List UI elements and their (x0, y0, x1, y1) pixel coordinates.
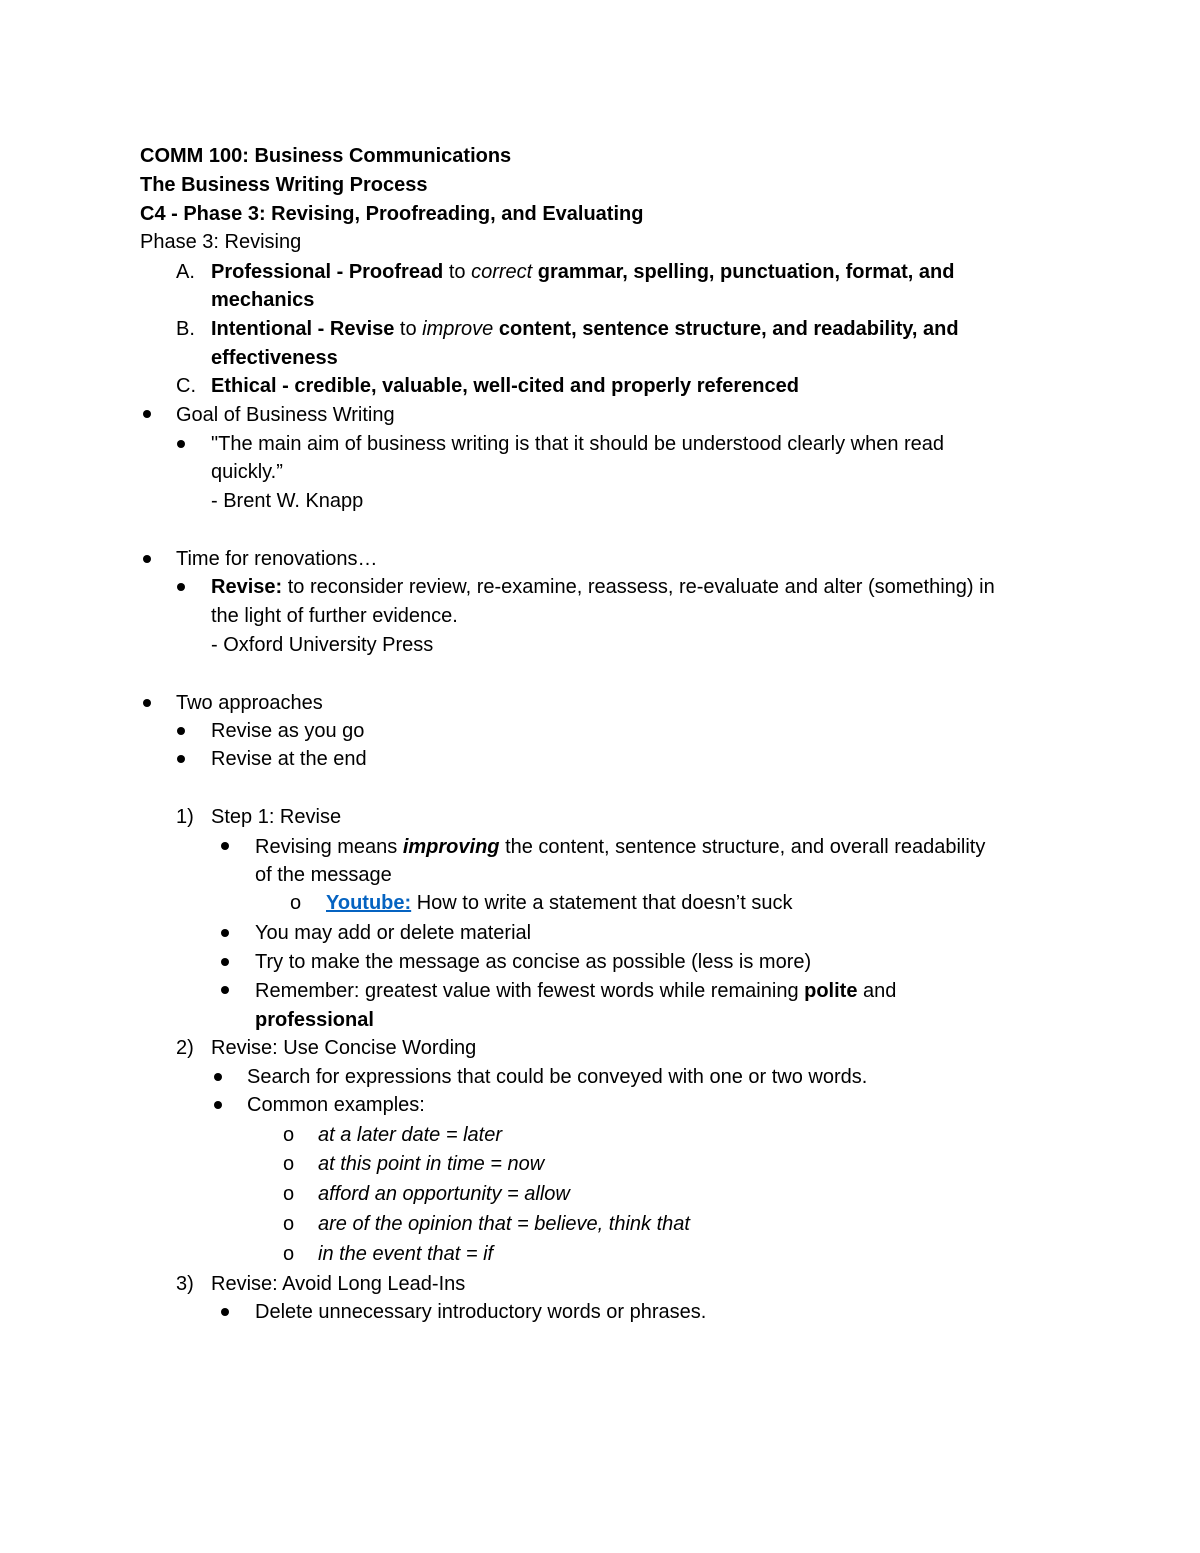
example-item: afford an opportunity = allow (318, 1183, 570, 1205)
topic-title: The Business Writing Process (140, 174, 428, 196)
bullet-icon (143, 699, 151, 707)
goal-attribution: - Brent W. Knapp (211, 490, 364, 512)
approaches-heading: Two approaches (176, 692, 323, 714)
bullet-icon (214, 1073, 222, 1081)
step-2-bullet: Search for expressions that could be conveyed with one or two words. (247, 1066, 868, 1088)
renovations-heading: Time for renovations… (176, 548, 378, 570)
sub-bullet-icon: o (283, 1213, 295, 1235)
lettered-item-b: Intentional - Revise to improve content, sentence structure, and readability, and (211, 318, 959, 340)
step-1-bullet-add: You may add or delete material (255, 922, 532, 944)
step-2-bullet: Common examples: (247, 1094, 425, 1116)
sub-bullet-icon: o (283, 1183, 295, 1205)
step-1-bullet-remember: Remember: greatest value with fewest words while remaining polite and (255, 980, 897, 1002)
step-1-bullet-remember-cont: professional (255, 1009, 374, 1031)
youtube-link[interactable]: Youtube: (326, 892, 412, 914)
bullet-icon (177, 727, 185, 735)
chapter-title: C4 - Phase 3: Revising, Proofreading, and Evaluating (140, 203, 644, 225)
course-title: COMM 100: Business Communications (140, 145, 512, 167)
bullet-icon (221, 986, 229, 994)
bullet-icon (143, 555, 151, 563)
bullet-icon (143, 410, 151, 418)
example-item: in the event that = if (318, 1243, 494, 1265)
step-1-revising-line2: of the message (255, 864, 392, 886)
phase-heading: Phase 3: Revising (140, 231, 302, 253)
list-marker: B. (176, 318, 195, 340)
example-item: at this point in time = now (318, 1153, 545, 1175)
goal-quote-line1: "The main aim of business writing is that it should be understood clearly when read (211, 433, 945, 455)
list-marker: C. (176, 375, 196, 397)
bullet-icon (221, 842, 229, 850)
revise-definition-line2: the light of further evidence. (211, 605, 458, 627)
bullet-icon (214, 1101, 222, 1109)
step-marker: 3) (176, 1273, 194, 1295)
step-1-bullet-concise: Try to make the message as concise as possible (less is more) (255, 951, 812, 973)
approach-item: Revise at the end (211, 748, 367, 770)
step-3-title: Revise: Avoid Long Lead-Ins (211, 1273, 466, 1295)
step-marker: 1) (176, 806, 194, 828)
bullet-icon (221, 1308, 229, 1316)
bullet-icon (177, 583, 185, 591)
sub-bullet-icon: o (283, 1243, 295, 1265)
sub-bullet-icon: o (290, 892, 302, 914)
bullet-icon (177, 755, 185, 763)
sub-bullet-icon: o (283, 1153, 295, 1175)
lettered-item-a: Professional - Proofread to correct grammar, spelling, punctuation, format, and (211, 261, 955, 283)
lettered-item-c: Ethical - credible, valuable, well-cited and properly referenced (211, 375, 799, 397)
step-3-bullet: Delete unnecessary introductory words or phrases. (255, 1301, 707, 1323)
step-2-title: Revise: Use Concise Wording (211, 1037, 477, 1059)
revise-definition-line1: Revise: to reconsider review, re-examine, reassess, re-evaluate and alter (something) in (211, 576, 995, 598)
bullet-icon (177, 440, 185, 448)
step-marker: 2) (176, 1037, 194, 1059)
list-marker: A. (176, 261, 195, 283)
lettered-item-a-cont: mechanics (211, 289, 315, 311)
step-1-title: Step 1: Revise (211, 806, 342, 828)
goal-quote-line2: quickly.” (211, 461, 283, 483)
example-item: are of the opinion that = believe, think that (318, 1213, 690, 1235)
goal-heading: Goal of Business Writing (176, 404, 395, 426)
bullet-icon (221, 958, 229, 966)
renovations-attribution: - Oxford University Press (211, 634, 434, 656)
youtube-item: Youtube: How to write a statement that doesn’t suck (326, 892, 793, 914)
step-1-revising-line1: Revising means improving the content, sentence structure, and overall readability (255, 836, 986, 858)
lettered-item-b-cont: effectiveness (211, 347, 338, 369)
approach-item: Revise as you go (211, 720, 365, 742)
example-item: at a later date = later (318, 1124, 503, 1146)
bullet-icon (221, 929, 229, 937)
sub-bullet-icon: o (283, 1124, 295, 1146)
